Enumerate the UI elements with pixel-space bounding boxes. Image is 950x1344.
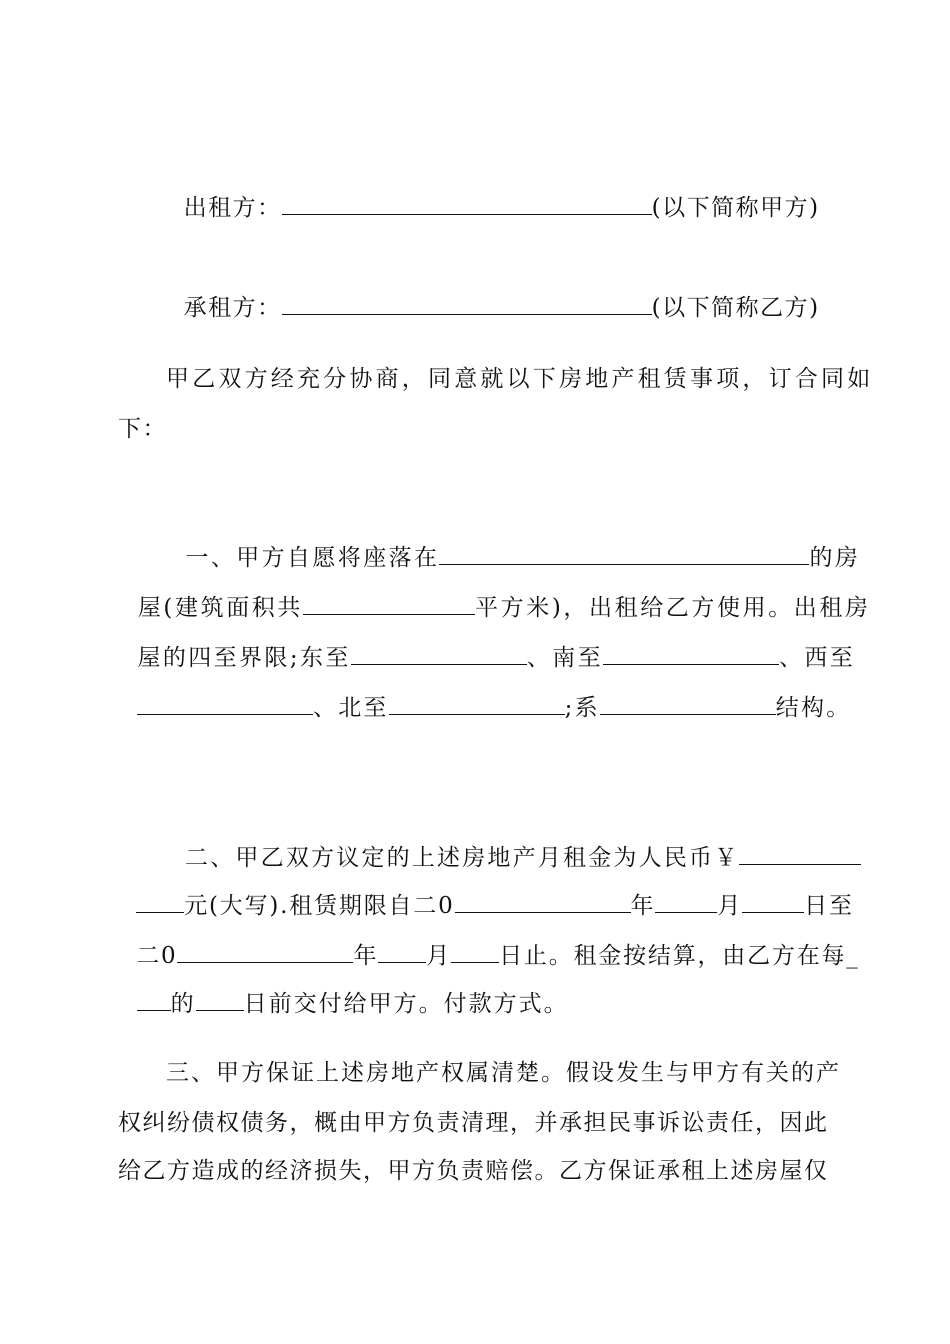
clause2-text: 的 — [170, 991, 196, 1017]
clause3-line-1: 三、甲方保证上述房地产权属清楚。假设发生与甲方有关的产 — [166, 1060, 841, 1086]
clause3-line-3: 给乙方造成的经济损失，甲方负责赔偿。乙方保证承租上述房屋仅 — [118, 1158, 829, 1184]
lessee-name-blank[interactable] — [282, 292, 652, 315]
lessor-suffix: (以下简称甲方) — [651, 195, 820, 221]
clause2-text: 元(大写).租赁期限自二0 — [184, 893, 455, 919]
clause3-line-2: 权纠纷债权债务，概由甲方负责清理，并承担民事诉讼责任，因此 — [118, 1110, 829, 1136]
clause2-text: 二0 — [136, 943, 178, 969]
clause2-text: 二、甲乙双方议定的上述房地产月租金为人民币￥ — [185, 845, 740, 871]
clause2-line-4 — [118, 958, 569, 1019]
lessee-label: 承租方： — [183, 295, 282, 321]
lessor-name-blank[interactable] — [282, 192, 652, 215]
clause1-text: 、北至 — [313, 695, 389, 721]
clause1-text: 平方米)，出租给乙方使用。出租房 — [475, 595, 871, 621]
lessee-suffix: (以下简称乙方) — [651, 295, 820, 321]
clause1-text: 的房 — [809, 545, 861, 571]
clause2-text: 日止。租金按结算，由乙方在每_ — [499, 943, 860, 969]
clause2-text: 日至 — [804, 893, 854, 919]
clause1-text: 一、甲方自愿将座落在 — [185, 545, 440, 571]
clause1-text: 结构。 — [775, 695, 852, 721]
clause1-text: 、南至 — [526, 645, 603, 671]
clause1-text: 、西至 — [779, 645, 856, 671]
clause2-text: 年 — [353, 943, 379, 969]
clause1-text: ;系 — [564, 695, 600, 721]
clause2-text: 年 — [630, 893, 656, 919]
intro-line-1: 甲乙双方经充分协商，同意就以下房地产租赁事项，订合同如 — [166, 366, 874, 392]
lessor-line — [166, 162, 820, 223]
payment-day-blank[interactable] — [196, 988, 244, 1011]
lessee-line — [166, 262, 820, 323]
structure-blank[interactable] — [600, 692, 776, 715]
intro-line-2: 下： — [118, 416, 167, 442]
lessor-label: 出租方： — [183, 195, 282, 221]
clause1-line-4 — [118, 662, 851, 723]
west-blank[interactable] — [137, 692, 313, 715]
clause2-text: 月 — [426, 943, 452, 969]
payment-period-blank[interactable] — [137, 988, 171, 1011]
clause2-text: 日前交付给甲方。付款方式。 — [243, 991, 569, 1017]
clause1-text: 屋的四至界限;东至 — [137, 645, 351, 671]
clause2-text: 月 — [717, 893, 743, 919]
clause1-text: 屋(建筑面积共 — [137, 595, 304, 621]
north-blank[interactable] — [389, 692, 565, 715]
